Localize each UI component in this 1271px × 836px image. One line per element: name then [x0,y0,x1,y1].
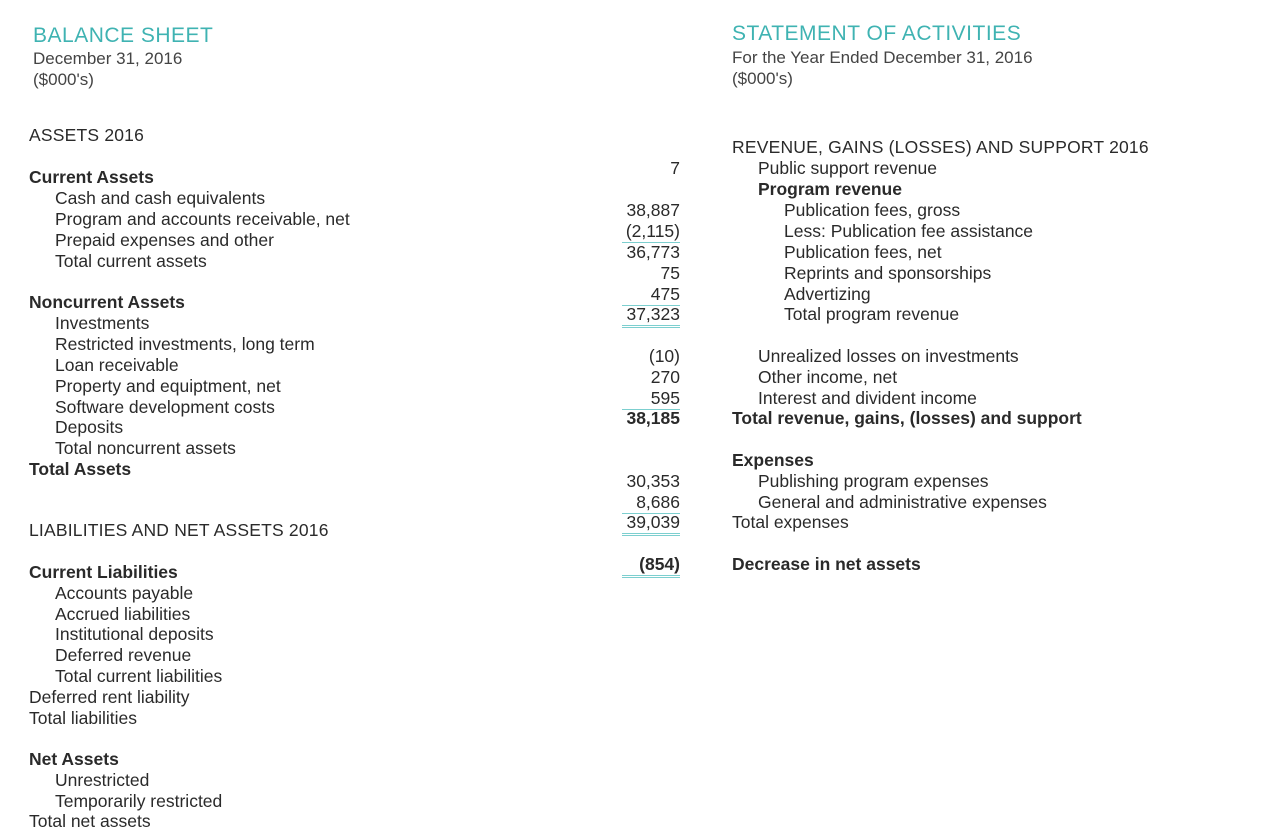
revenue-heading: REVENUE, GAINS (LOSSES) AND SUPPORT 2016 [732,137,1149,157]
row-label: Restricted investments, long term [55,334,315,354]
liabilities-heading: LIABILITIES AND NET ASSETS 2016 [29,520,329,540]
row-label: Deferred rent liability [29,687,190,707]
row-label: Investments [55,313,150,333]
row-value: 270 [650,367,680,387]
activities-period: For the Year Ended December 31, 2016 [732,48,1033,67]
row-value: 8,686 [622,492,680,514]
balance-sheet-date: December 31, 2016 [33,49,183,68]
row-label: Accounts payable [55,583,194,603]
row-label: Publishing program expenses [758,471,989,491]
row-value: 595 [622,388,680,410]
current-assets-heading: Current Assets [29,167,154,187]
row-label: Other income, net [758,367,898,387]
row-label: Decrease in net assets [732,554,921,574]
balance-sheet-units: ($000's) [33,70,94,89]
row-label: Publication fees, gross [784,200,961,220]
row-value: 475 [622,284,680,306]
noncurrent-assets-heading: Noncurrent Assets [29,292,185,312]
row-label: Property and equiptment, net [55,376,281,396]
row-label: Software development costs [55,397,275,417]
row-value: 38,887 [626,200,680,220]
row-label: Unrealized losses on investments [758,346,1019,366]
row-label: Total current liabilities [55,666,223,686]
row-label: Program and accounts receivable, net [55,209,350,229]
row-label: Accrued liabilities [55,604,191,624]
row-label: Total liabilities [29,708,137,728]
row-label: Prepaid expenses and other [55,230,274,250]
row-label: Total net assets [29,811,151,831]
row-label: Advertizing [784,284,871,304]
row-label: General and administrative expenses [758,492,1047,512]
assets-heading: ASSETS 2016 [29,125,145,145]
row-label: Institutional deposits [55,624,214,644]
activities-units: ($000's) [732,69,793,88]
row-value: 38,185 [626,408,680,428]
row-label: Less: Publication fee assistance [784,221,1034,241]
row-label: Interest and divident income [758,388,977,408]
current-liabilities-heading: Current Liabilities [29,562,178,582]
row-value: 30,353 [626,471,680,491]
row-value: 75 [660,263,680,283]
row-value: 7 [670,158,680,178]
row-label: Unrestricted [55,770,150,790]
row-label: Total program revenue [784,304,960,324]
balance-sheet-title: BALANCE SHEET [33,24,214,47]
row-value: 39,039 [622,512,680,536]
program-revenue-heading: Program revenue [758,179,902,199]
row-label: Total expenses [732,512,849,532]
row-label: Reprints and sponsorships [784,263,992,283]
row-label: Total current assets [55,251,207,271]
row-value: 36,773 [626,242,680,262]
row-label: Total noncurrent assets [55,438,236,458]
row-label: Publication fees, net [784,242,942,262]
activities-title: STATEMENT OF ACTIVITIES [732,22,1022,45]
net-assets-heading: Net Assets [29,749,119,769]
expenses-heading: Expenses [732,450,814,470]
row-label: Temporarily restricted [55,791,223,811]
row-label: Total revenue, gains, (losses) and support [732,408,1082,428]
row-label: Cash and cash equivalents [55,188,266,208]
row-label: Public support revenue [758,158,937,178]
row-value: (10) [648,346,680,366]
row-label: Loan receivable [55,355,179,375]
row-value: 37,323 [622,304,680,328]
row-label: Deposits [55,417,124,437]
row-label: Deferred revenue [55,645,192,665]
row-value: (854) [622,554,680,578]
row-value: (2,115) [622,221,680,243]
row-label: Total Assets [29,459,132,479]
